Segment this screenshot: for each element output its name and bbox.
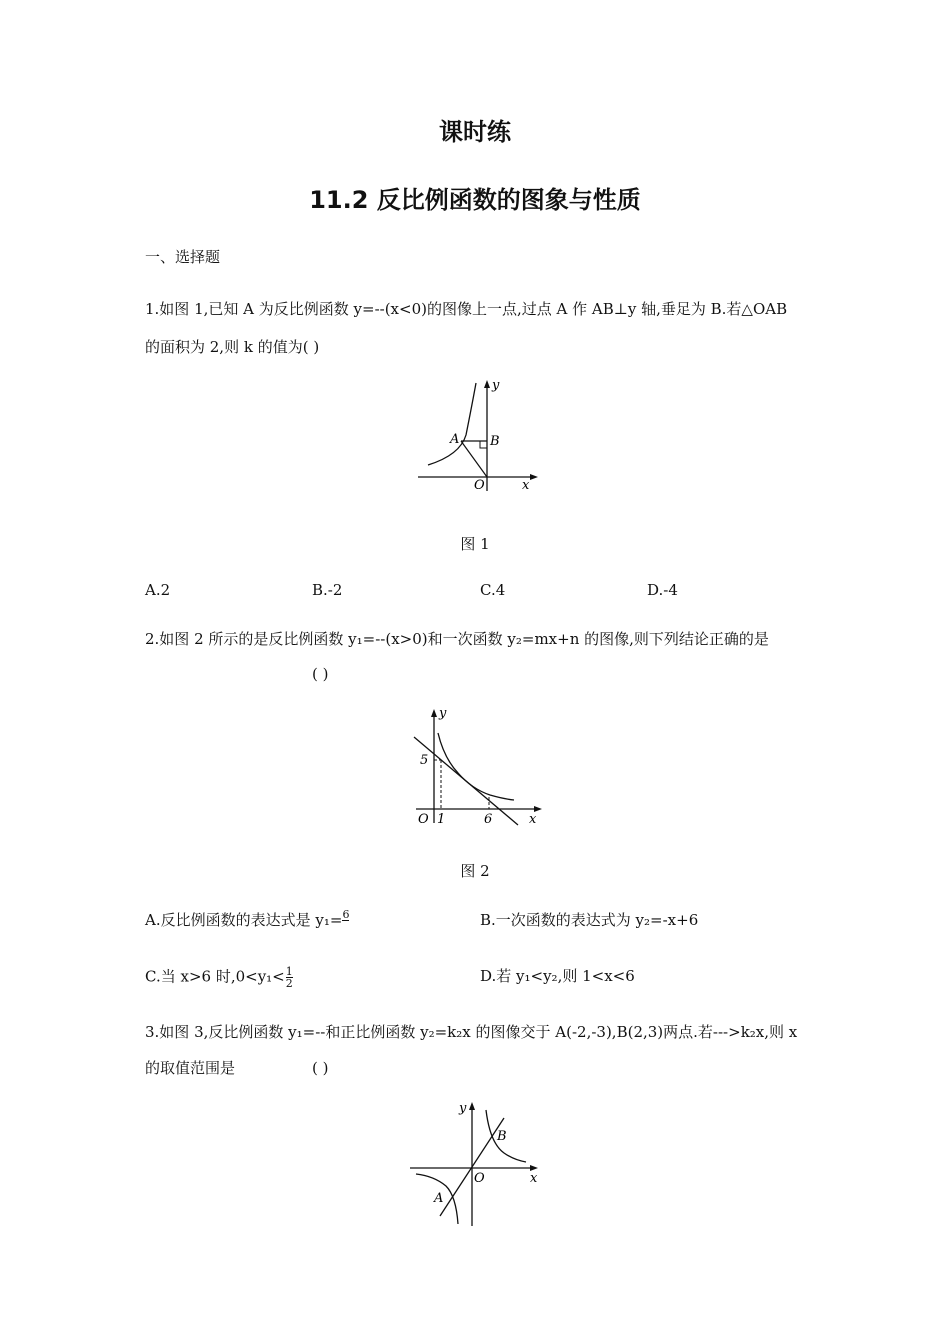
fig2-label-o: O <box>418 812 429 827</box>
q2-option-c <box>145 966 293 989</box>
figure-2 <box>408 703 548 833</box>
q3-paren: ( ) <box>312 1059 329 1077</box>
q1-text-line1: 1.如图 1,已知 A 为反比例函数 y=--(x<0)的图像上一点,过点 A 作 AB⊥y 轴,垂足为 B.若△OAB <box>145 300 788 318</box>
figure-1-caption: 图 1 <box>460 535 490 553</box>
q1-option-a: A.2 <box>145 581 171 599</box>
fig2-label-6: 6 <box>484 812 493 827</box>
fig3-label-b: B <box>497 1129 507 1144</box>
q2-option-c-text: C.当 x>6 时,0<y₁< <box>145 967 285 986</box>
q3-text-line2: 的取值范围是 <box>145 1059 236 1077</box>
figure-1 <box>410 375 540 495</box>
q2-option-d: D.若 y₁<y₂,则 1<x<6 <box>480 967 635 985</box>
q2-option-a <box>145 910 349 930</box>
fig1-label-x: x <box>522 478 530 493</box>
fig1-label-o: O <box>474 478 485 493</box>
figure-2-caption: 图 2 <box>460 862 490 880</box>
q1-option-c: C.4 <box>480 581 506 599</box>
q2-option-a-text: A.反比例函数的表达式是 y₁= <box>145 911 343 929</box>
q2-option-b: B.一次函数的表达式为 y₂=-x+6 <box>480 911 699 929</box>
q2-text-line1: 2.如图 2 所示的是反比例函数 y₁=--(x>0)和一次函数 y₂=mx+n 的图像,则下列结论正确的是 <box>145 630 769 648</box>
page-subtitle: 11.2 反比例函数的图象与性质 <box>309 186 641 214</box>
fig3-label-o: O <box>474 1171 485 1186</box>
fig2-label-5: 5 <box>420 753 429 768</box>
fig3-label-y: y <box>459 1101 467 1116</box>
q2-option-c-numerator: 1 <box>285 965 293 978</box>
section-heading: 一、选择题 <box>145 248 221 266</box>
q1-option-b: B.-2 <box>312 581 343 599</box>
fig3-label-x: x <box>530 1171 538 1186</box>
q1-option-d: D.-4 <box>647 581 678 599</box>
fig1-label-b: B <box>490 434 500 449</box>
page-title: 课时练 <box>439 118 511 146</box>
fig1-label-y: y <box>492 378 500 393</box>
fig1-label-a: A <box>450 432 460 447</box>
fig2-label-1: 1 <box>437 812 446 827</box>
q1-text-line2: 的面积为 2,则 k 的值为( ) <box>145 338 320 356</box>
fig2-label-y: y <box>439 706 447 721</box>
q2-option-c-denominator: 2 <box>285 977 293 990</box>
fig2-label-x: x <box>529 812 537 827</box>
q2-text-line2: ( ) <box>312 665 329 683</box>
q3-text-line1: 3.如图 3,反比例函数 y₁=--和正比例函数 y₂=k₂x 的图像交于 A(-2,-3),B(2,3)两点.若--->k₂x,则 x <box>145 1023 798 1041</box>
figure-3 <box>404 1098 544 1228</box>
fig3-label-a: A <box>434 1191 444 1206</box>
q2-option-a-fraction: 6 <box>342 908 350 921</box>
